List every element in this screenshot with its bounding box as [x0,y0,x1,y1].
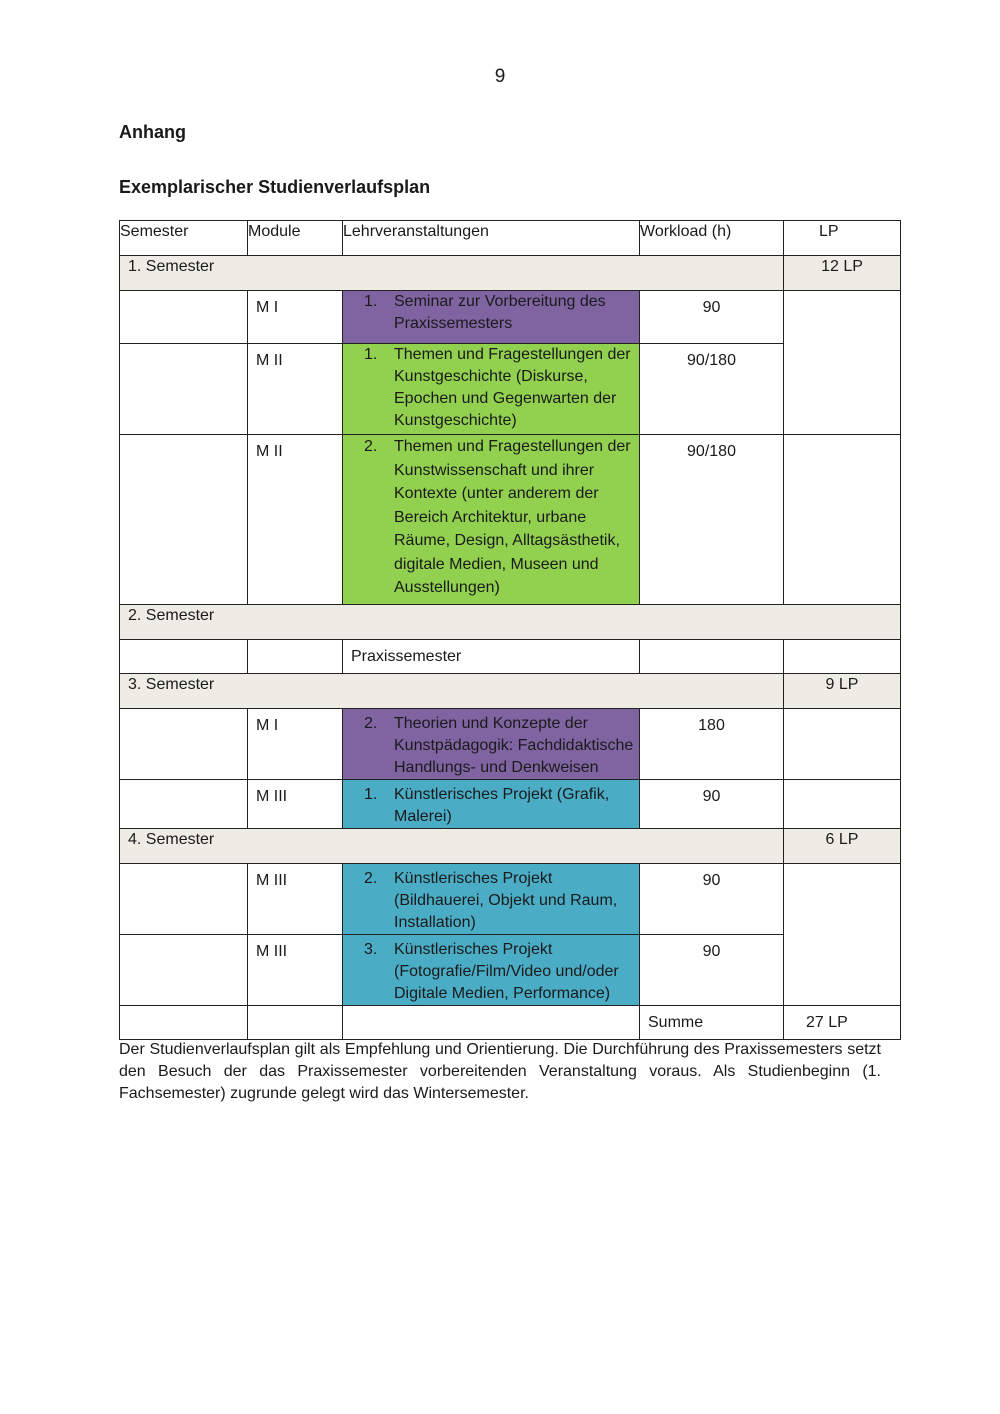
semester-lp: 9 LP [784,674,901,709]
table-row [120,640,901,674]
workload-cell: 90/180 [640,435,784,605]
lp-cell [784,864,901,1006]
table-row [120,291,901,344]
lp-cell [784,780,901,829]
sum-label: Summe [640,1006,784,1040]
semester-label: 4. Semester [120,829,784,864]
semester-row-4 [120,829,901,864]
module-cell: M II [248,435,343,605]
course-cell [343,780,640,829]
module-cell [248,1006,343,1040]
table-row [120,864,901,935]
footnote-paragraph: Der Studienverlaufsplan gilt als Empfehlung und Orientierung. Die Durchführung des Praxissemesters setzt den Besuch der das Praxissemester vorbereitenden Veranstaltung voraus. Als Studienbeginn (1. Fachsemester) zugrunde gelegt wird das Wintersemester. [119,1041,881,1102]
course-cell [343,709,640,780]
course-number: 1. [364,786,378,803]
module-cell [248,640,343,674]
semester-cell [120,1006,248,1040]
workload-cell: 90 [640,864,784,935]
study-plan-table [119,220,901,1040]
course-cell [343,344,640,435]
course-cell [343,935,640,1006]
table-row [120,435,901,605]
semester-label: 3. Semester [120,674,784,709]
workload-cell: 90/180 [640,344,784,435]
lp-cell [784,709,901,780]
module-cell: M III [248,935,343,1006]
course-cell [343,435,640,605]
section-heading: Anhang [119,122,186,142]
workload-cell: 90 [640,780,784,829]
course-number: 2. [364,438,378,455]
module-cell: M I [248,709,343,780]
workload-cell [640,640,784,674]
course-number: 1. [364,346,378,363]
workload-cell: 180 [640,709,784,780]
course-title: Seminar zur Vorbereitung des Praxissemesters [394,293,606,332]
header-workload: Workload (h) [640,221,784,256]
table-title: Exemplarischer Studienverlaufsplan [119,177,431,197]
lp-cell [784,435,901,605]
semester-lp: 6 LP [784,829,901,864]
course-title: Themen und Fragestellungen der Kunstwissenschaft und ihrer Kontexte (unter anderem der Bereich Architektur, urbane Räume, Design, Alltagsästhetik, digitale Medien, Museen und Ausstellungen) [394,438,631,596]
lp-cell [784,640,901,674]
semester-row-1 [120,256,901,291]
module-cell: M III [248,864,343,935]
semester-label: 1. Semester [120,256,784,291]
module-cell: M III [248,780,343,829]
course-title: Themen und Fragestellungen der Kunstgeschichte (Diskurse, Epochen und Gegenwarten der Kunstgeschichte) [394,346,631,429]
course-cell [343,864,640,935]
course-number: 1. [364,293,378,310]
course-title: Theorien und Konzepte der Kunstpädagogik: Fachdidaktische Handlungs- und Denkweisen [394,715,634,776]
course-title: Künstlerisches Projekt (Grafik, Malerei) [394,786,610,825]
semester-label: 2. Semester [120,605,901,640]
page-number: 9 [494,66,506,87]
semester-cell [120,935,248,1006]
semester-row-2 [120,605,901,640]
semester-cell [120,780,248,829]
workload-cell: 90 [640,935,784,1006]
header-semester: Semester [120,221,248,256]
table-row [120,709,901,780]
header-lp: LP [784,221,901,256]
sum-lp: 27 LP [784,1006,901,1040]
course-title: Künstlerisches Projekt (Bildhauerei, Objekt und Raum, Installation) [394,870,618,931]
semester-cell [120,640,248,674]
table-row [120,344,901,435]
header-module: Module [248,221,343,256]
course-number: 3. [364,941,378,958]
lp-cell [784,291,901,435]
workload-cell: 90 [640,291,784,344]
semester-row-3 [120,674,901,709]
semester-cell [120,435,248,605]
course-number: 2. [364,715,378,732]
module-cell: M I [248,291,343,344]
course-number: 2. [364,870,378,887]
semester-cell [120,709,248,780]
semester-cell [120,344,248,435]
semester-cell [120,864,248,935]
semester-cell [120,291,248,344]
table-row [120,935,901,1006]
module-cell: M II [248,344,343,435]
header-lehrveranstaltungen: Lehrveranstaltungen [343,221,640,256]
course-cell [343,1006,640,1040]
course-cell: Praxissemester [343,640,640,674]
table-row [120,780,901,829]
sum-row [120,1006,901,1040]
course-cell [343,291,640,344]
course-title: Künstlerisches Projekt (Fotografie/Film/Video und/oder Digitale Medien, Performance) [394,941,619,1002]
semester-lp: 12 LP [784,256,901,291]
table-header-row [120,221,901,256]
